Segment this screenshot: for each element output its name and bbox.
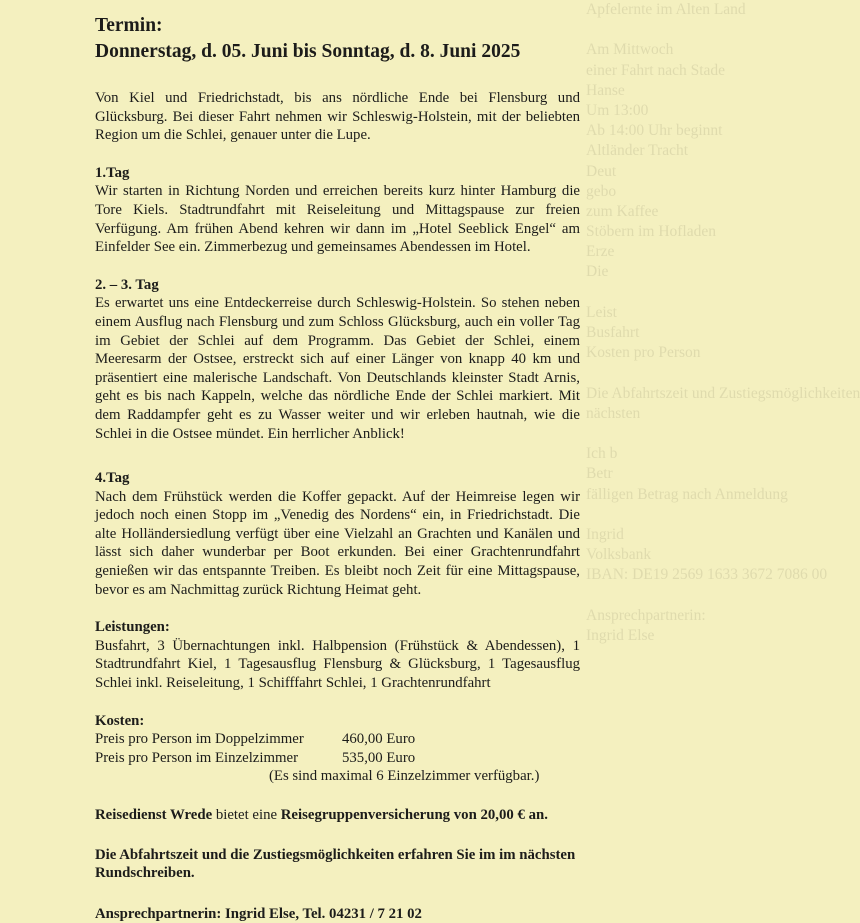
leistungen-text: Busfahrt, 3 Übernachtungen inkl. Halbpension (Frühstück & Abendessen), 1 Stadtrundfahrt Kiel, 1 Tagesausflug Flensburg & Glücksburg, 1 Tagesausflug Schlei inkl. Reiseleitung, 1 Schifffahrt Schlei, 1 Grachtenrundfahrt: [95, 637, 580, 692]
show-through-line: Hanse: [586, 81, 625, 99]
contact-line: Ansprechpartnerin: Ingrid Else, Tel. 04231 / 7 21 02: [95, 905, 422, 922]
kosten-section: [95, 712, 580, 786]
price-value-double: 460,00 Euro: [342, 731, 416, 748]
show-through-line: Die: [586, 263, 609, 281]
show-through-line: Um 13:00: [586, 101, 649, 119]
show-through-line: Ab 14:00 Uhr beginnt: [586, 122, 723, 140]
insurance-offer: Reisegruppenversicherung von 20,00 € an.: [280, 807, 548, 823]
show-through-line: Die Abfahrtszeit und Zustiegsmöglichkeiten: [586, 384, 860, 402]
day-1-text: Wir starten in Richtung Norden und erreichen bereits kurz hinter Hamburg die Tore Kiels. Stadtrundfahrt mit Reiseleitung und Mittagspause zur freien Verfügung. Am frühen Abend kehren wir dann im „Hotel Seeblick Engel“ am Einfelder See ein. Zimmerbezug und gemeinsames Abendessen im Hotel.: [95, 183, 580, 256]
day-2-3-section: [95, 276, 580, 443]
show-through-line: [586, 283, 722, 303]
insurance-line: [95, 806, 580, 825]
show-through-line: Leist: [586, 303, 617, 321]
show-through-line: Altländer Tracht: [586, 142, 689, 160]
show-through-line: Busfahrt: [586, 324, 640, 341]
show-through-line: gebo: [586, 182, 617, 200]
kosten-heading: Kosten:: [95, 712, 145, 729]
price-label-single: Preis pro Person im Einzelzimmer: [95, 749, 299, 766]
intro-paragraph: Von Kiel und Friedrichstadt, bis ans nördliche Ende bei Flensburg und Glücksburg. Bei dieser Fahrt nehmen wir Schleswig-Holstein, mit der beliebten Region um die Schlei, genauer unter die Lupe.: [95, 90, 580, 144]
insurance-connector: bietet eine: [212, 807, 281, 823]
show-through-line: Deut: [586, 162, 617, 180]
show-through-line: [586, 20, 722, 40]
price-label-double: Preis pro Person im Doppelzimmer: [95, 731, 304, 748]
show-through-line: Ingrid: [586, 525, 624, 543]
show-through-line: Kosten pro Person: [586, 344, 701, 362]
termin-label: Termin:: [95, 15, 163, 36]
show-through-line: zum Kaffee: [586, 202, 659, 220]
show-through-line: Ich b: [586, 445, 618, 463]
show-through-line: fälligen Betrag nach Anmeldung: [586, 485, 788, 503]
show-through-line: [586, 424, 722, 444]
leistungen-heading: Leistungen:: [95, 619, 170, 636]
day-1-section: [95, 164, 580, 257]
show-through-line: Betr: [586, 465, 613, 483]
show-through-line: Am Mittwoch: [586, 41, 674, 59]
show-through-line: Volksbank: [586, 546, 652, 564]
day-4-section: [95, 469, 580, 599]
departure-info: Die Abfahrtszeit und die Zustiegsmöglichkeiten erfahren Sie im im nächsten Rundschreiben.: [95, 846, 576, 882]
day-1-heading: 1.Tag: [95, 164, 130, 181]
price-row-single: [95, 749, 580, 768]
show-through-line: Ingrid Else: [586, 626, 655, 644]
show-through-line: [586, 505, 722, 525]
price-value-single: 535,00 Euro: [342, 749, 416, 766]
day-4-heading: 4.Tag: [95, 470, 130, 487]
show-through-line: [586, 363, 722, 383]
show-through-line: Erze: [586, 243, 615, 261]
leistungen-section: [95, 618, 580, 692]
show-through-line: Ansprechpartnerin:: [586, 606, 706, 624]
day-2-3-heading: 2. – 3. Tag: [95, 276, 159, 293]
price-row-double: [95, 730, 580, 749]
show-through-line: IBAN: DE19 2569 1633 3672 7086 00: [586, 566, 828, 584]
show-through-line: nächsten: [586, 404, 641, 422]
document-page: [95, 13, 580, 923]
day-2-3-text: Es erwartet uns eine Entdeckerreise durch Schleswig-Holstein. So stehen neben einem Ausflug nach Flensburg und zum Schloss Glücksburg, auch ein voller Tag im Gebiet der Schlei auf dem Programm. Das Gebiet der Schlei, einem Meeresarm der Ostsee, erstreckt sich auf einer Länger von knapp 40 km und präsentiert eine malerische Landschaft. Von Deutschlands kleinster Stadt Arnis, geht es bis nach Kappeln, welche das nördliche Ende der Schlei markiert. Mit dem Raddampfer geht es zu Wasser weiter und wir erleben hautnah, wie die Schlei in die Ostsee mündet. Ein herrlicher Anblick!: [95, 295, 580, 442]
termin-date: Donnerstag, d. 05. Juni bis Sonntag, d. 8. Juni 2025: [95, 41, 521, 62]
show-through-line: Stöbern im Hofladen: [586, 223, 717, 241]
show-through-line: [586, 585, 722, 605]
insurance-company: Reisedienst Wrede: [95, 807, 213, 823]
show-through-line: Apfelernte im Alten Land: [586, 1, 746, 18]
show-through-text: [586, 0, 860, 838]
day-4-text: Nach dem Frühstück werden die Koffer gepackt. Auf der Heimreise legen wir jedoch noch einen Stopp im „Venedig des Nordens“ ein, in Friedrichstadt. Die alte Holländersiedlung verfügt über eine Vielzahl an Grachten und Kanälen und lässt sich daher wunderbar per Boot erkunden. Bei einer Grachtenrundfahrt genießen wir das entspannte Treiben. Es bleibt noch Zeit für eine Mittagspause, bevor es am Nachmittag zurück Richtung Heimat geht.: [95, 488, 580, 598]
single-room-note: (Es sind maximal 6 Einzelzimmer verfügbar.): [269, 768, 540, 785]
show-through-line: einer Fahrt nach Stade: [586, 61, 726, 79]
